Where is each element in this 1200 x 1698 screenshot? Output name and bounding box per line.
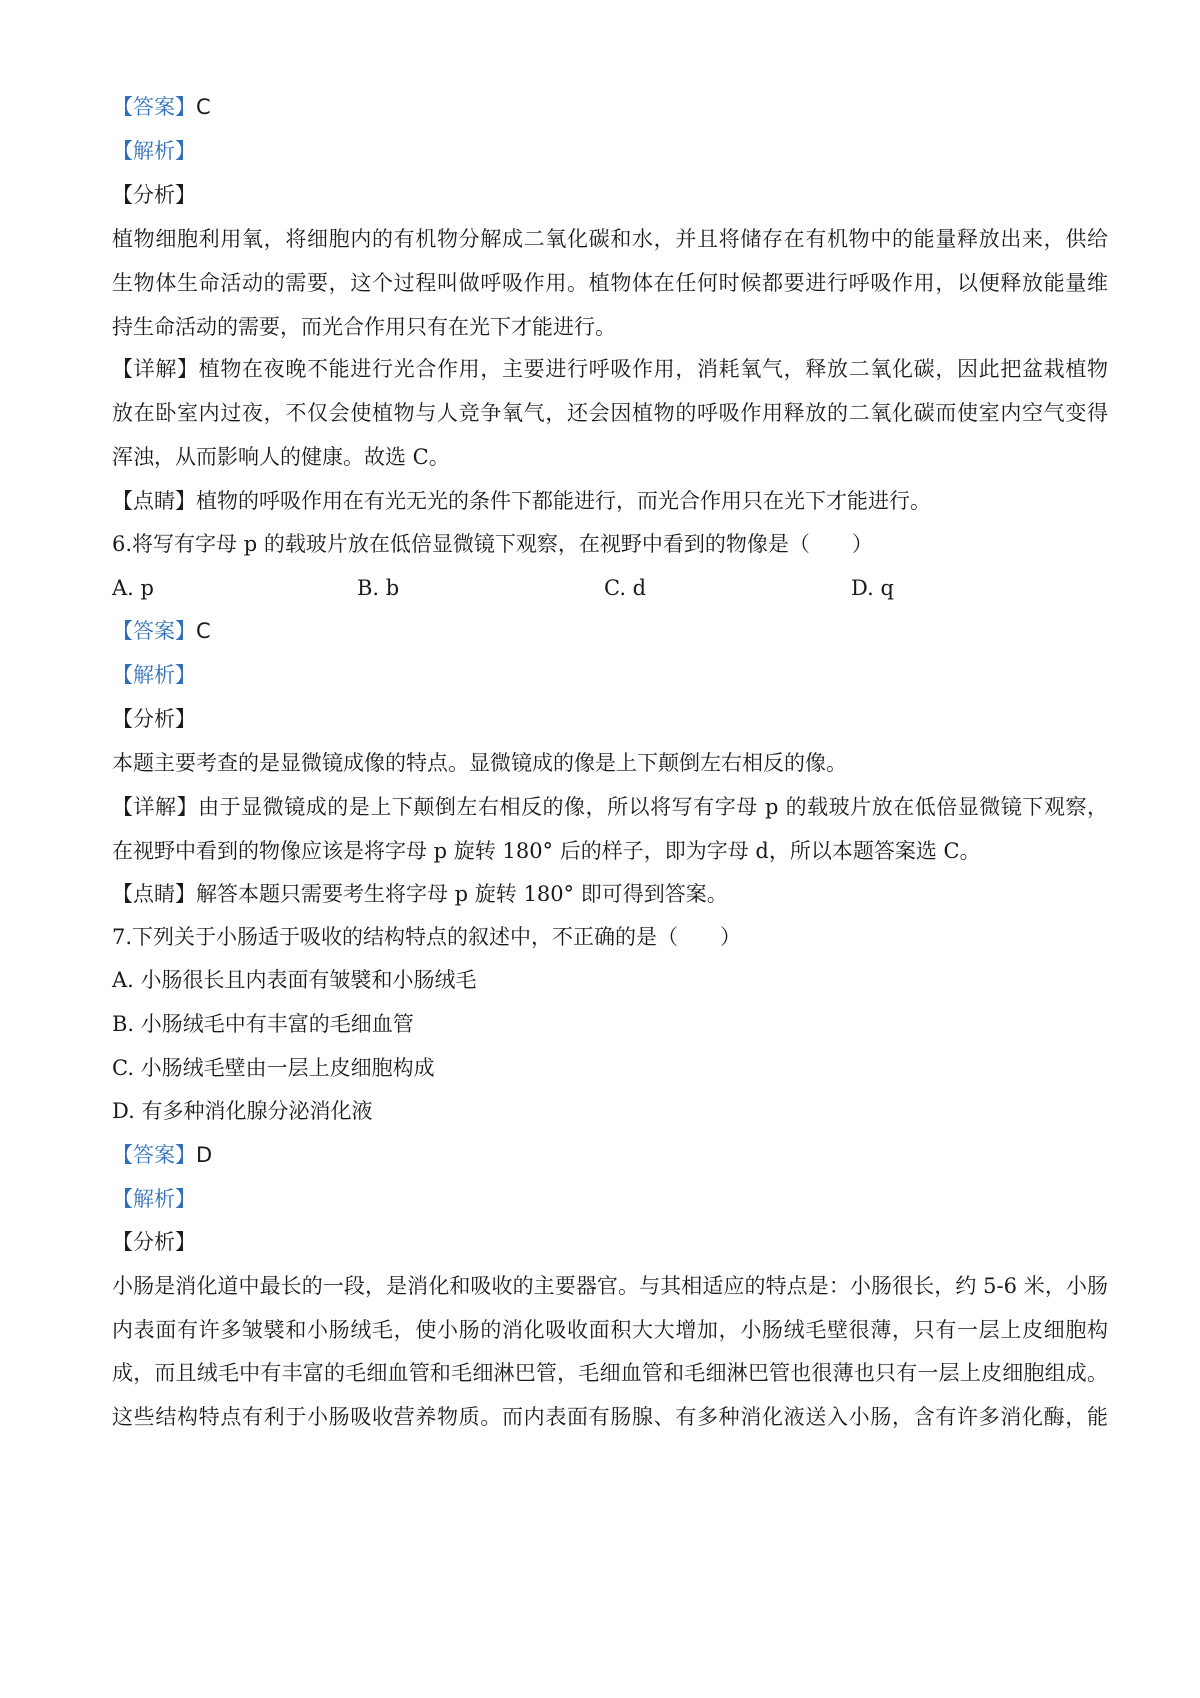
q7-fenxi-line: 内表面有许多皱襞和小肠绒毛，使小肠的消化吸收面积大大增加，小肠绒毛壁很薄，只有一层上皮细胞构 bbox=[112, 1318, 1108, 1342]
q7-option-d: D. 有多种消化腺分泌消化液 bbox=[112, 1099, 373, 1123]
q6-option-d: D. q bbox=[851, 576, 894, 600]
q7-fenxi-label: 【分析】 bbox=[112, 1230, 196, 1254]
q6-detail-line: 【详解】由于显微镜成的是上下颠倒左右相反的像，所以将写有字母 p 的载玻片放在低倍显微镜下观察， bbox=[112, 795, 1108, 819]
answer-label: 【答案】 bbox=[112, 619, 196, 643]
q5-analysis-label: 【解析】 bbox=[112, 139, 196, 163]
q5-detail-line: 浑浊，从而影响人的健康。故选 C。 bbox=[112, 445, 450, 469]
q5-fenxi-label: 【分析】 bbox=[112, 183, 196, 207]
q5-comment: 【点睛】植物的呼吸作用在有光无光的条件下都能进行，而光合作用只在光下才能进行。 bbox=[112, 489, 931, 513]
q6-option-a: A. p bbox=[112, 576, 154, 600]
answer-label: 【答案】 bbox=[112, 95, 196, 119]
answer-value: C bbox=[196, 619, 211, 643]
q6-option-c: C. d bbox=[604, 576, 647, 600]
q5-answer bbox=[112, 93, 1108, 121]
q6-answer bbox=[112, 617, 1108, 645]
answer-value: C bbox=[196, 95, 211, 119]
answer-label: 【答案】 bbox=[112, 1143, 196, 1167]
q6-fenxi-line: 本题主要考查的是显微镜成像的特点。显微镜成的像是上下颠倒左右相反的像。 bbox=[112, 751, 847, 775]
q6-question: 6.将写有字母 p 的载玻片放在低倍显微镜下观察，在视野中看到的物像是（ ） bbox=[112, 532, 873, 556]
q6-detail-line: 在视野中看到的物像应该是将字母 p 旋转 180° 后的样子，即为字母 d，所以本题答案选 C。 bbox=[112, 839, 981, 863]
q7-option-b: B. 小肠绒毛中有丰富的毛细血管 bbox=[112, 1012, 414, 1036]
q5-fenxi-line: 植物细胞利用氧，将细胞内的有机物分解成二氧化碳和水，并且将储存在有机物中的能量释放出来，供给 bbox=[112, 227, 1108, 251]
answer-value: D bbox=[196, 1143, 213, 1167]
q7-question: 7.下列关于小肠适于吸收的结构特点的叙述中，不正确的是（ ） bbox=[112, 925, 742, 949]
q6-option-b: B. b bbox=[357, 576, 400, 600]
q6-comment: 【点睛】解答本题只需要考生将字母 p 旋转 180° 即可得到答案。 bbox=[112, 882, 728, 906]
q7-answer bbox=[112, 1141, 1108, 1169]
q5-fenxi-line: 持生命活动的需要，而光合作用只有在光下才能进行。 bbox=[112, 315, 616, 339]
q7-fenxi-line: 这些结构特点有利于小肠吸收营养物质。而内表面有肠腺、有多种消化液送入小肠，含有许多消化酶，能 bbox=[112, 1405, 1108, 1429]
q7-option-c: C. 小肠绒毛壁由一层上皮细胞构成 bbox=[112, 1056, 435, 1080]
q7-fenxi-line: 小肠是消化道中最长的一段，是消化和吸收的主要器官。与其相适应的特点是：小肠很长，约 5-6 米，小肠 bbox=[112, 1274, 1108, 1298]
q5-fenxi-line: 生物体生命活动的需要，这个过程叫做呼吸作用。植物体在任何时候都要进行呼吸作用，以便释放能量维 bbox=[112, 271, 1108, 295]
q6-fenxi-label: 【分析】 bbox=[112, 707, 196, 731]
q6-analysis-label: 【解析】 bbox=[112, 663, 196, 687]
q7-fenxi-line: 成，而且绒毛中有丰富的毛细血管和毛细淋巴管，毛细血管和毛细淋巴管也很薄也只有一层上皮细胞组成。 bbox=[112, 1361, 1108, 1385]
q7-option-a: A. 小肠很长且内表面有皱襞和小肠绒毛 bbox=[112, 968, 477, 992]
q5-detail-line: 放在卧室内过夜，不仅会使植物与人竞争氧气，还会因植物的呼吸作用释放的二氧化碳而使室内空气变得 bbox=[112, 401, 1108, 425]
q5-detail-line: 【详解】植物在夜晚不能进行光合作用，主要进行呼吸作用，消耗氧气，释放二氧化碳，因此把盆栽植物 bbox=[112, 357, 1108, 381]
q7-analysis-label: 【解析】 bbox=[112, 1187, 196, 1211]
